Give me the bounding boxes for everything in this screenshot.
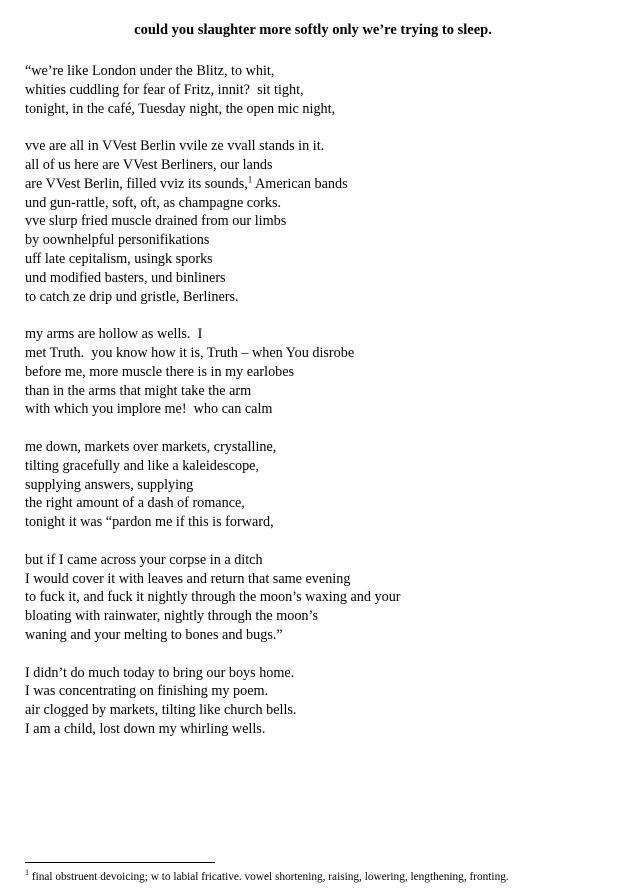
poem-line: all of us here are VVest Berliners, our lands [25,156,273,173]
poem-line: by oownhelpful personifikations [25,232,210,249]
poem-title: could you slaughter more softly only we’re trying to sleep. [134,22,492,38]
poem-line: to catch ze drip und gristle, Berliners. [25,288,239,305]
poem-line: I would cover it with leaves and return that same evening [25,570,351,587]
stanza [25,325,615,419]
poem-line: whities cuddling for fear of Fritz, innit? sit tight, [25,81,304,98]
poem-line: vve slurp fried muscle drained from our limbs [25,213,287,230]
footnote-reference: 1 [247,174,253,185]
poem-line-text: American bands [252,175,348,192]
poem-line: than in the arms that might take the arm [25,382,252,399]
footnote-number: 1 [25,868,29,878]
poem-line [25,175,615,194]
poem-line: vve are all in VVest Berlin vvile ze vvall stands in it. [25,138,325,155]
poem-line: tonight, in the café, Tuesday night, the open mic night, [25,100,336,117]
poem-line: my arms are hollow as wells. I [25,326,203,343]
poem-line: tonight it was “pardon me if this is forward, [25,514,274,531]
poem-line: tilting gracefully and like a kaleidescope, [25,457,260,474]
poem-line: uff late cepitalism, usingk sporks [25,250,213,267]
stanza [25,664,615,739]
footnote-text: final obstruent devoicing; w to labial fricative. vowel shortening, raising, lowering, lengthening, fronting. [31,871,509,883]
poem-line: me down, markets over markets, crystalline, [25,438,277,455]
stanza [25,551,615,645]
poem-line: waning and your melting to bones and bugs.” [25,626,283,643]
footnote [25,870,620,884]
stanza [25,137,615,306]
poem-line: I didn’t do much today to bring our boys home. [25,664,295,681]
poem-line: I was concentrating on finishing my poem. [25,683,269,700]
poem-line: bloating with rainwater, nightly through the moon’s [25,608,318,625]
poem-line: supplying answers, supplying [25,476,194,493]
poem-line: to fuck it, and fuck it nightly through the moon’s waxing and your [25,589,401,606]
poem-line: und modified basters, und binliners [25,269,226,286]
poem-line: the right amount of a dash of romance, [25,495,245,512]
poem-line: I am a child, lost down my whirling wells. [25,720,266,737]
poem-line: but if I came across your corpse in a ditch [25,551,263,568]
poem-body [25,62,615,757]
poem-line: before me, more muscle there is in my earlobes [25,363,295,380]
poem-line: met Truth. you know how it is, Truth – when You disrobe [25,344,355,361]
poem-line-text: are VVest Berlin, filled vviz its sounds, [25,175,248,192]
poem-line: with which you implore me! who can calm [25,401,273,418]
poem-line: “we’re like London under the Blitz, to whit, [25,63,275,79]
stanza [25,438,615,532]
poem-line: air clogged by markets, tilting like church bells. [25,702,297,719]
poem-line: und gun-rattle, soft, oft, as champagne corks. [25,194,282,211]
footnote-divider [25,862,215,863]
stanza [25,62,615,118]
